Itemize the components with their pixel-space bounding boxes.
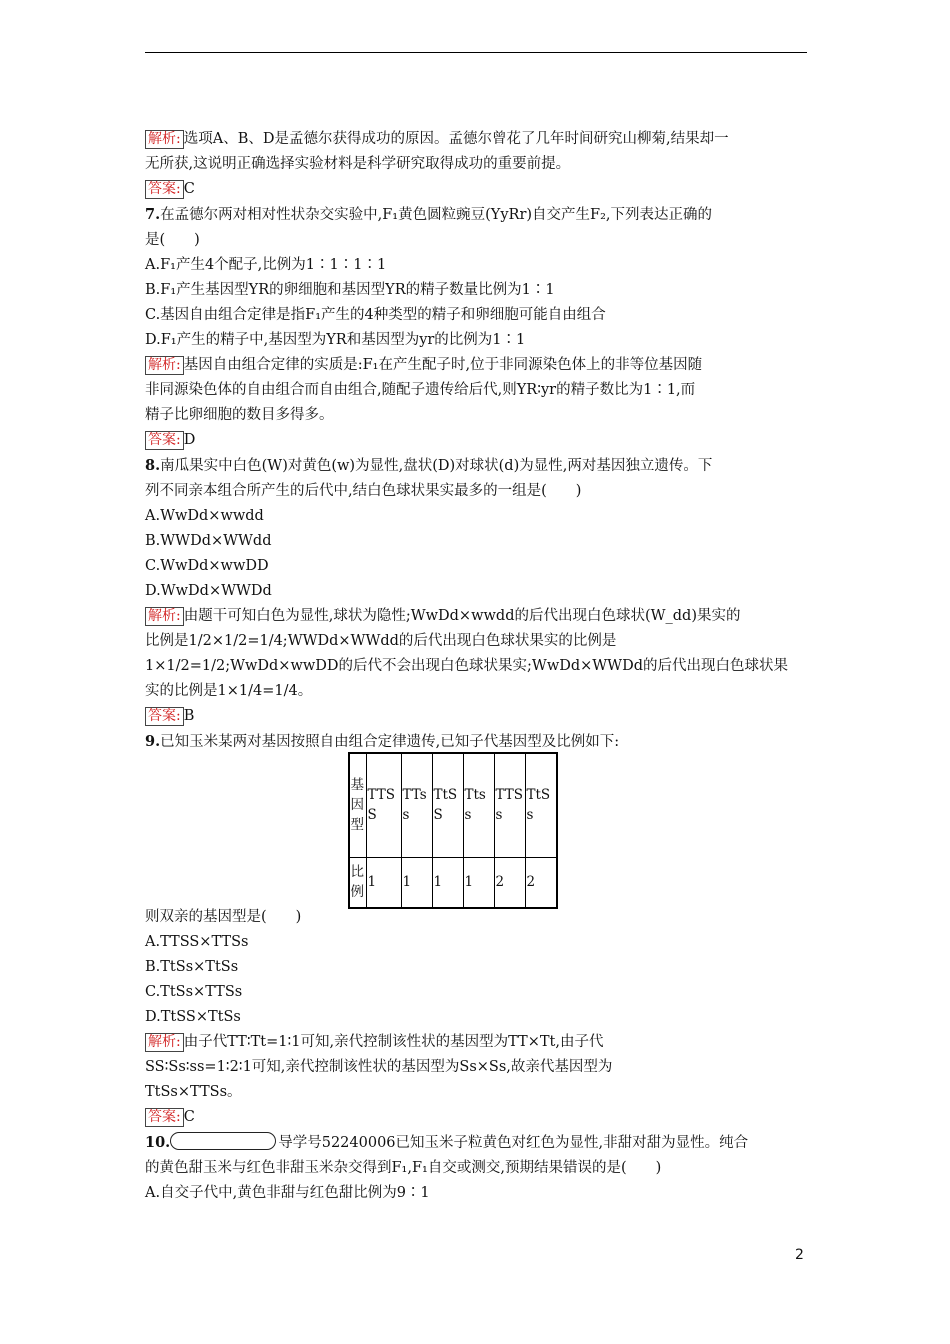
text-line <box>145 1181 810 1206</box>
line-text: 是( ) <box>145 232 200 248</box>
text-line <box>145 228 810 253</box>
table-cell: 2 <box>525 858 557 908</box>
line-text: 无所获,这说明正确选择实验材料是科学研究取得成功的重要前提。 <box>145 156 571 172</box>
line-text: 非同源染色体的自由组合而自由组合,随配子遗传给后代,则YR∶yr的精子数比为1∶1,而 <box>145 382 696 398</box>
answer-label: 答案: <box>145 431 184 450</box>
text-line <box>145 303 810 328</box>
genotype-table-wrapper <box>145 755 810 905</box>
text-line <box>145 479 810 504</box>
table-cell: 1 <box>401 858 432 908</box>
text-line <box>145 1130 810 1156</box>
text-line <box>145 529 810 554</box>
text-line <box>145 679 810 704</box>
line-text: 在孟德尔两对相对性状杂交实验中,F₁黄色圆粒豌豆(YyRr)自交产生F₂,下列表达正确的 <box>160 207 713 223</box>
line-text: 1×1/2=1/2;WwDd×wwDD的后代不会出现白色球状果实;WwDd×WWDd的后代出现白色球状果 <box>145 658 788 674</box>
table-header-row <box>349 753 557 858</box>
line-text: 导学号52240006已知玉米子粒黄色对红色为显性,非甜对甜为显性。纯合 <box>278 1135 749 1151</box>
answer-label: 答案: <box>145 180 184 199</box>
table-ratio-row <box>349 858 557 908</box>
answer-label: 答案: <box>145 707 184 726</box>
page-number: 2 <box>795 1247 804 1263</box>
text-line <box>145 930 810 955</box>
text-line <box>145 579 810 604</box>
text-line <box>145 504 810 529</box>
text-line <box>145 554 810 579</box>
analysis-label: 解析: <box>145 607 184 626</box>
line-text: TtSs×TTSs。 <box>145 1084 242 1100</box>
line-text: A.TTSS×TTSs <box>145 934 249 950</box>
line-text: B.F₁产生基因型YR的卵细胞和基因型YR的精子数量比例为1∶1 <box>145 282 555 298</box>
text-line <box>145 1055 810 1080</box>
table-cell: TtSs <box>525 753 557 858</box>
text-line <box>145 378 810 403</box>
text-line <box>145 328 810 353</box>
table-cell: 1 <box>463 858 494 908</box>
line-text: A.F₁产生4个配子,比例为1∶1∶1∶1 <box>145 257 387 273</box>
text-line <box>145 127 810 152</box>
line-text: A.WwDd×wwdd <box>145 508 264 524</box>
table-cell: 2 <box>494 858 525 908</box>
line-text: B <box>183 708 195 724</box>
line-text: 基因自由组合定律的实质是:F₁在产生配子时,位于非同源染色体上的非等位基因随 <box>183 357 703 373</box>
line-text: 已知玉米某两对基因按照自由组合定律遗传,已知子代基因型及比例如下: <box>160 734 620 750</box>
guide-badge-icon <box>170 1132 276 1150</box>
line-text: 则双亲的基因型是( ) <box>145 909 302 925</box>
text-line <box>145 1156 810 1181</box>
table-cell: 1 <box>366 858 401 908</box>
text-line <box>145 604 810 629</box>
analysis-label: 解析: <box>145 1033 184 1052</box>
line-text: B.WWDd×WWdd <box>145 533 272 549</box>
text-line <box>145 1005 810 1030</box>
text-line <box>145 629 810 654</box>
text-line <box>145 1030 810 1055</box>
text-line <box>145 980 810 1005</box>
line-text: 精子比卵细胞的数目多得多。 <box>145 407 334 423</box>
line-text: C <box>183 1109 195 1125</box>
table-cell: TtSS <box>432 753 463 858</box>
line-text: C.TtSs×TTSs <box>145 984 243 1000</box>
question-number: 9. <box>145 733 161 750</box>
text-line <box>145 955 810 980</box>
line-text: SS∶Ss∶ss=1∶2∶1可知,亲代控制该性状的基因型为Ss×Ss,故亲代基因型为 <box>145 1059 613 1075</box>
line-text: D.F₁产生的精子中,基因型为YR和基因型为yr的比例为1∶1 <box>145 332 526 348</box>
line-text: 的黄色甜玉米与红色非甜玉米杂交得到F₁,F₁自交或测交,预期结果错误的是( ) <box>145 1160 662 1176</box>
line-text: D.WwDd×WWDd <box>145 583 272 599</box>
table-cell: 1 <box>432 858 463 908</box>
text-line <box>145 353 810 378</box>
question-number: 10. <box>145 1134 171 1151</box>
line-text: D <box>183 432 196 448</box>
answer-label: 答案: <box>145 1108 184 1127</box>
header-rule <box>145 52 807 53</box>
question-number: 8. <box>145 457 161 474</box>
line-text: D.TtSS×TtSs <box>145 1009 241 1025</box>
line-text: 列不同亲本组合所产生的后代中,结白色球状果实最多的一组是( ) <box>145 483 582 499</box>
line-text: 由子代TT∶Tt=1∶1可知,亲代控制该性状的基因型为TT×Tt,由子代 <box>183 1034 604 1050</box>
line-text: B.TtSs×TtSs <box>145 959 239 975</box>
table-cell: Ttss <box>463 753 494 858</box>
line-text: 由题干可知白色为显性,球状为隐性;WwDd×wwdd的后代出现白色球状(W_dd)果实的 <box>183 608 741 624</box>
text-line <box>145 905 810 930</box>
text-line <box>145 403 810 428</box>
text-line <box>145 428 810 453</box>
text-line <box>145 1080 810 1105</box>
question-block-1 <box>145 127 810 755</box>
line-text: 选项A、B、D是孟德尔获得成功的原因。孟德尔曾花了几年时间研究山柳菊,结果却一 <box>183 131 729 147</box>
analysis-label: 解析: <box>145 356 184 375</box>
table-cell: 比例 <box>349 858 367 908</box>
table-cell: 基因型 <box>349 753 367 858</box>
question-block-2 <box>145 905 810 1206</box>
text-line <box>145 202 810 228</box>
text-line <box>145 152 810 177</box>
line-text: 比例是1/2×1/2=1/4;WWDd×WWdd的后代出现白色球状果实的比例是 <box>145 633 617 649</box>
table-cell: TTSS <box>366 753 401 858</box>
line-text: 实的比例是1×1/4=1/4。 <box>145 683 313 699</box>
text-line <box>145 453 810 479</box>
line-text: 南瓜果实中白色(W)对黄色(w)为显性,盘状(D)对球状(d)为显性,两对基因独立遗传。下 <box>160 458 713 474</box>
line-text: A.自交子代中,黄色非甜与红色甜比例为9∶1 <box>145 1185 430 1201</box>
line-text: C.基因自由组合定律是指F₁产生的4种类型的精子和卵细胞可能自由组合 <box>145 307 606 323</box>
line-text: C.WwDd×wwDD <box>145 558 269 574</box>
text-line <box>145 654 810 679</box>
text-line <box>145 278 810 303</box>
genotype-ratio-table <box>348 752 558 909</box>
text-line <box>145 253 810 278</box>
text-line <box>145 177 810 202</box>
text-line <box>145 1105 810 1130</box>
table-cell: TTss <box>401 753 432 858</box>
table-cell: TTSs <box>494 753 525 858</box>
text-line <box>145 704 810 729</box>
page-content <box>145 127 810 1206</box>
analysis-label: 解析: <box>145 130 184 149</box>
question-number: 7. <box>145 206 161 223</box>
line-text: C <box>183 181 195 197</box>
